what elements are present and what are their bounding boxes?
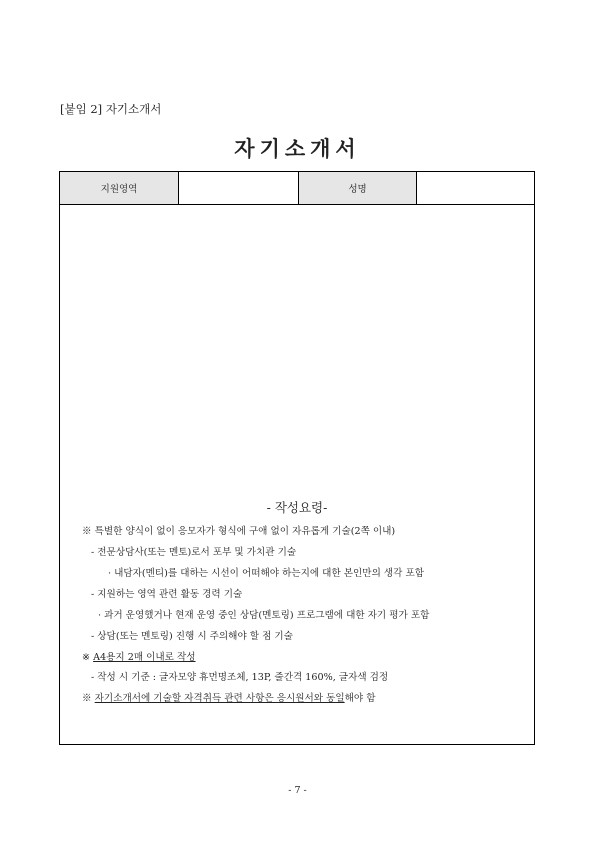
guide-line: · 과거 운영했거나 현재 운영 중인 상담(멘토링) 프로그램에 대한 자기 평가 포함 [98,610,430,621]
guide-line: - 상담(또는 멘토링) 진행 시 주의해야 할 점 기술 [91,631,293,642]
document-title: 자기소개서 [234,137,361,161]
self-introduction-form [59,171,535,745]
page-number: - 7 - [288,785,307,796]
guide-line: ※ 특별한 양식이 없이 응모자가 형식에 구애 없이 자유롭게 기술(2쪽 이내) [82,526,396,537]
note-mark: ※ [82,693,92,704]
form-header-row [60,172,534,205]
guide-underlined-text: A4용지 2매 이내로 작성 [93,652,196,663]
guide-line: - 작성 시 기준 : 글자모양 휴먼명조체, 13P, 줄간격 160%, 글자색 검정 [91,672,389,683]
guide-underlined-text: 자기소개서에 기술할 자격취득 관련 사항은 응시원서와 동일 [94,693,345,704]
guide-line: - 전문상담사(또는 멘토)로서 포부 및 가치관 기술 [91,547,297,558]
field-value-application-area[interactable] [179,172,299,204]
guide-line [82,649,196,663]
attachment-label: [붙임 2] 자기소개서 [60,102,162,116]
field-value-name[interactable] [417,172,534,204]
writing-guide-title: - 작성요령- [266,500,328,515]
guide-line: - 지원하는 영역 관련 활동 경력 기술 [91,589,243,600]
guide-line: · 내담자(멘티)를 대하는 시선이 어떠해야 하는지에 대한 본인만의 생각 포함 [108,568,425,579]
field-label-name: 성명 [299,172,417,204]
field-label-application-area: 지원영역 [60,172,179,204]
guide-line [82,690,376,704]
note-mark: ※ [82,652,91,663]
guide-text-tail: 해야 함 [344,693,376,704]
